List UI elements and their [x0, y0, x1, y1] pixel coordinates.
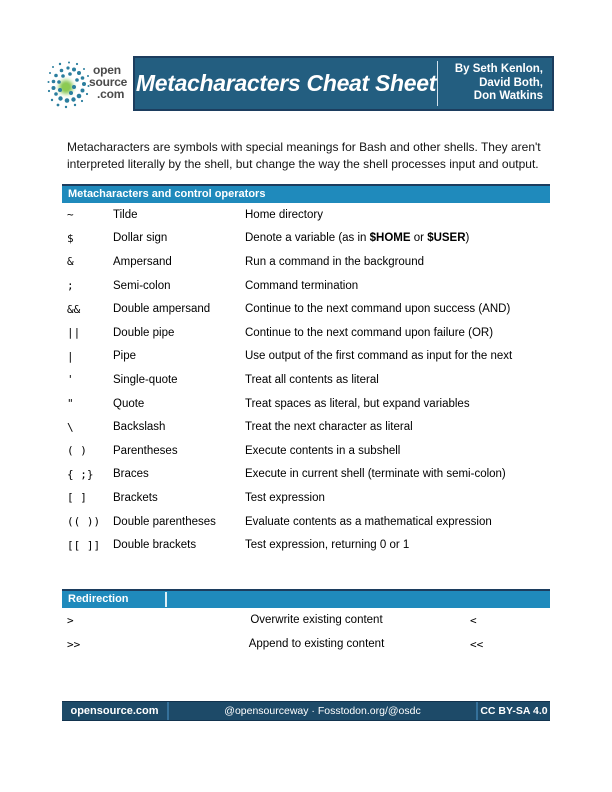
table-row [62, 368, 550, 392]
metacharacters-table [62, 203, 550, 557]
metacharacter-name: Single-quote [113, 373, 178, 386]
logo-wordmark [47, 56, 133, 111]
metacharacter-name: Double ampersand [113, 303, 211, 316]
metacharacter-symbol: { ;} [67, 467, 94, 481]
page-title: Metacharacters Cheat Sheet [135, 70, 437, 96]
metacharacter-description: Use output of the first command as input for the next [245, 350, 513, 363]
header [47, 56, 554, 111]
table-row [62, 533, 550, 557]
metacharacter-description: Continue to the next command upon success (AND) [245, 303, 511, 316]
section-header-redirection [62, 589, 550, 608]
author-line: By Seth Kenlon, [454, 63, 543, 76]
redirection-description: Overwrite existing content [250, 614, 383, 626]
redirection-right-symbol: < [470, 613, 477, 627]
section-title: Redirection [68, 593, 129, 605]
redirection-header-divider [165, 592, 167, 607]
metacharacter-name: Tilde [113, 208, 138, 221]
metacharacter-symbol: (( )) [67, 515, 101, 529]
metacharacter-description: Run a command in the background [245, 255, 424, 268]
table-row [62, 632, 550, 656]
footer-site: opensource.com [70, 705, 159, 717]
metacharacter-description: Continue to the next command upon failure (OR) [245, 326, 494, 339]
title-banner [133, 56, 554, 111]
author-line: Don Watkins [473, 90, 543, 103]
metacharacter-symbol: $ [67, 231, 74, 245]
intro-paragraph: Metacharacters are symbols with special meanings for Bash and other shells. They aren't interpreted literally by the shell, but change the way the shell processes input and output. [67, 140, 541, 171]
metacharacter-description: Treat all contents as literal [245, 373, 379, 386]
logo-text-line: .com [97, 87, 125, 101]
table-row [62, 510, 550, 534]
metacharacter-name: Double parentheses [113, 515, 216, 528]
metacharacter-name: Ampersand [113, 255, 172, 268]
metacharacter-symbol: || [67, 326, 81, 340]
author-line: David Both, [479, 76, 543, 89]
metacharacter-name: Dollar sign [113, 232, 168, 245]
metacharacter-symbol: " [67, 397, 74, 411]
footer-license: CC BY-SA 4.0 [480, 705, 548, 717]
metacharacter-symbol: & [67, 255, 74, 269]
metacharacter-description: Test expression, returning 0 or 1 [245, 539, 410, 552]
footer-bar [62, 701, 550, 721]
metacharacter-name: Double brackets [113, 539, 197, 552]
table-row [62, 439, 550, 463]
table-row [62, 345, 550, 369]
table-row [62, 297, 550, 321]
redirection-description: Append to existing content [248, 638, 385, 650]
metacharacter-name: Braces [113, 468, 149, 481]
metacharacter-name: Pipe [113, 350, 137, 363]
redirection-table [62, 608, 550, 656]
redirection-right-symbol: << [470, 637, 484, 651]
authors-block [438, 58, 552, 109]
table-row [62, 392, 550, 416]
section-title: Metacharacters and control operators [68, 188, 266, 200]
metacharacter-symbol: ( ) [67, 444, 87, 458]
metacharacter-name: Semi-colon [113, 279, 171, 292]
title-area [135, 58, 437, 109]
metacharacter-name: Quote [113, 397, 145, 410]
metacharacter-description: Execute in current shell (terminate with semi-colon) [245, 468, 506, 481]
metacharacter-name: Backslash [113, 421, 166, 434]
footer-social: @opensourceway · Fosstodon.org/@osdc [167, 702, 478, 720]
logo-text-line: open [93, 63, 121, 77]
table-row [62, 486, 550, 510]
section-header-metacharacters [62, 184, 550, 203]
metacharacter-description: Execute contents in a subshell [245, 444, 401, 457]
table-row [62, 463, 550, 487]
table-row [62, 415, 550, 439]
table-row [62, 274, 550, 298]
opensource-logo [47, 56, 133, 111]
redirection-symbol: >> [67, 637, 81, 651]
table-row [62, 227, 550, 251]
metacharacter-description: Treat spaces as literal, but expand variables [245, 397, 470, 410]
redirection-symbol: > [67, 613, 74, 627]
metacharacter-description: Evaluate contents as a mathematical expression [245, 515, 492, 528]
metacharacter-symbol: && [67, 302, 81, 316]
metacharacter-description: Command termination [245, 279, 359, 292]
metacharacter-symbol: [[ ]] [67, 538, 101, 552]
metacharacter-name: Double pipe [113, 326, 175, 339]
metacharacter-symbol: | [67, 349, 74, 363]
table-row [62, 608, 550, 632]
metacharacter-description: Treat the next character as literal [245, 421, 413, 434]
metacharacter-description: Home directory [245, 208, 323, 221]
metacharacter-symbol: \ [67, 420, 74, 434]
metacharacter-symbol: ~ [67, 208, 74, 222]
metacharacter-name: Parentheses [113, 444, 178, 457]
table-row [62, 203, 550, 227]
metacharacter-description: Test expression [245, 491, 325, 504]
metacharacter-symbol: ' [67, 373, 74, 387]
metacharacter-description: Denote a variable (as in $HOME or $USER) [245, 232, 470, 245]
table-row [62, 321, 550, 345]
metacharacter-symbol: [ ] [67, 491, 87, 505]
table-row [62, 250, 550, 274]
metacharacter-name: Brackets [113, 491, 158, 504]
metacharacter-symbol: ; [67, 279, 74, 293]
logo-text-line: source [89, 75, 128, 89]
